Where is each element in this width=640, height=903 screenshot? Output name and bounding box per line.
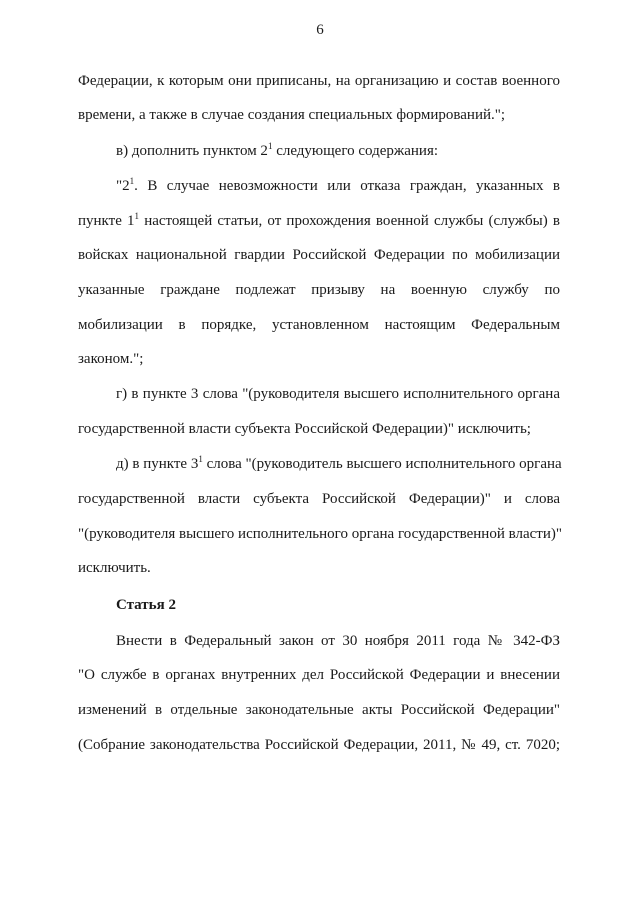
paragraph-line: законом."; — [78, 351, 144, 367]
paragraph-line: мобилизации в порядке, установленном настоящим Федеральным — [78, 317, 560, 333]
paragraph-line: указанные граждане подлежат призыву на военную службу по — [78, 282, 560, 298]
paragraph-line: в) дополнить пунктом $2^1$ следующего содержания: — [116, 141, 439, 159]
superscript: 1 — [267, 141, 273, 151]
superscript: 1 — [198, 454, 203, 464]
paragraph-line: Внести в Федеральный закон от 30 ноября 2011 года № 342-ФЗ — [116, 633, 560, 649]
paragraph-line: государственной власти субъекта Российской Федерации)" исключить; — [78, 421, 531, 437]
paragraph-line: исключить. — [78, 560, 151, 576]
paragraph-line: д) в пункте $3^1$ слова "(руководитель высшего исполнительного органа — [116, 454, 562, 472]
paragraph-line: Федерации, к которым они приписаны, на организацию и состав военного — [78, 73, 560, 89]
paragraph-line: (Собрание законодательства Российской Федерации, 2011, № 49, ст. 7020; — [78, 737, 560, 753]
paragraph-line: времени, а также в случае создания специальных формирований."; — [78, 107, 506, 123]
superscript: 1 — [134, 211, 140, 221]
page-number: 6 — [316, 22, 324, 38]
paragraph-line: г) в пункте 3 слова "(руководителя высшего исполнительного органа — [116, 386, 560, 402]
paragraph-line: "О службе в органах внутренних дел Российской Федерации и внесении — [78, 667, 560, 683]
paragraph-line: изменений в отдельные законодательные акты Российской Федерации" — [78, 702, 560, 718]
superscript: 1 — [129, 176, 135, 186]
paragraph-line: государственной власти субъекта Российской Федерации)" и слова — [78, 491, 560, 507]
paragraph-line: "$2^1$. В случае невозможности или отказа граждан, указанных в — [116, 176, 560, 194]
paragraph-line: "(руководителя высшего исполнительного органа государственной власти)" — [78, 526, 562, 542]
article-heading: Статья 2 — [116, 597, 176, 613]
paragraph-line: пункте $1^1$ настоящей статьи, от прохождения военной службы (службы) в — [78, 211, 561, 229]
paragraph-line: войсках национальной гвардии Российской Федерации по мобилизации — [78, 247, 560, 263]
